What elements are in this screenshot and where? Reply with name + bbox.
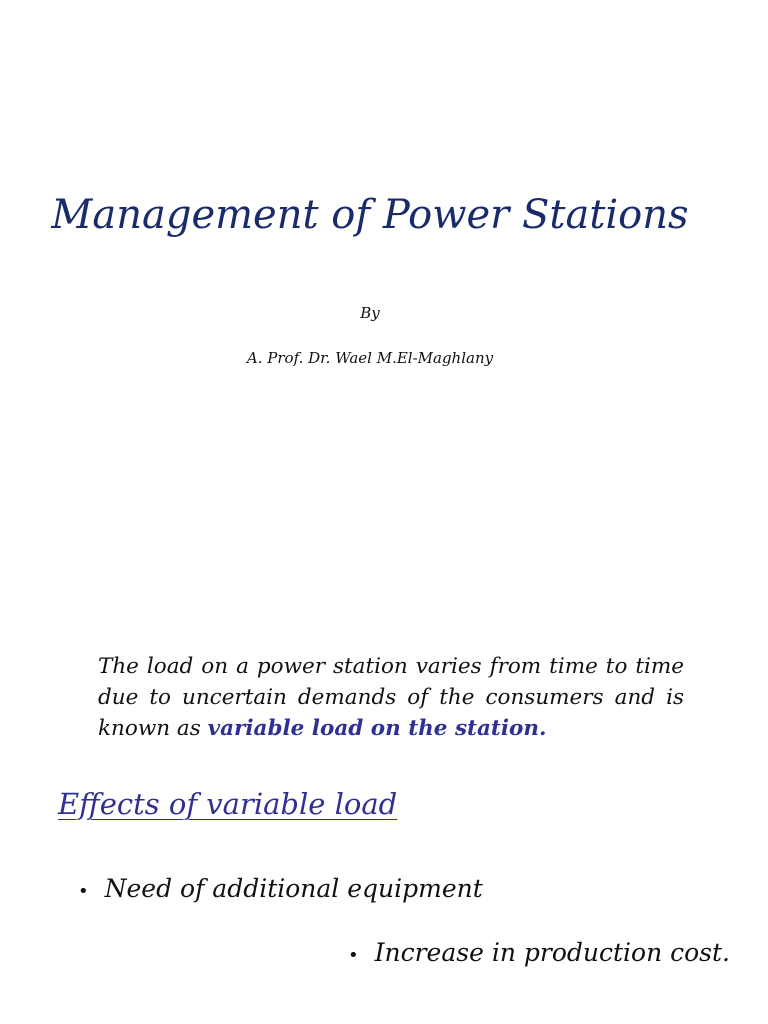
intro-emphasis: variable load on the station. (207, 716, 547, 741)
intro-text: The load on a power station varies from time to time due to uncertain demands of the consumers and is known as (98, 654, 684, 741)
intro-paragraph (98, 651, 684, 744)
author-name: A. Prof. Dr. Wael M.El-Maghlany (246, 349, 494, 367)
section-heading: Effects of variable load (58, 787, 398, 821)
document-title: Management of Power Stations (51, 192, 689, 238)
bullet-icon: • (348, 945, 359, 966)
bullet-text: Need of additional equipment (104, 874, 483, 903)
bullet-icon: • (78, 881, 89, 902)
bullet-text: Increase in production cost. (374, 938, 730, 967)
by-label: By (360, 304, 380, 322)
bullet-item (78, 874, 483, 903)
bullet-item (348, 938, 730, 967)
